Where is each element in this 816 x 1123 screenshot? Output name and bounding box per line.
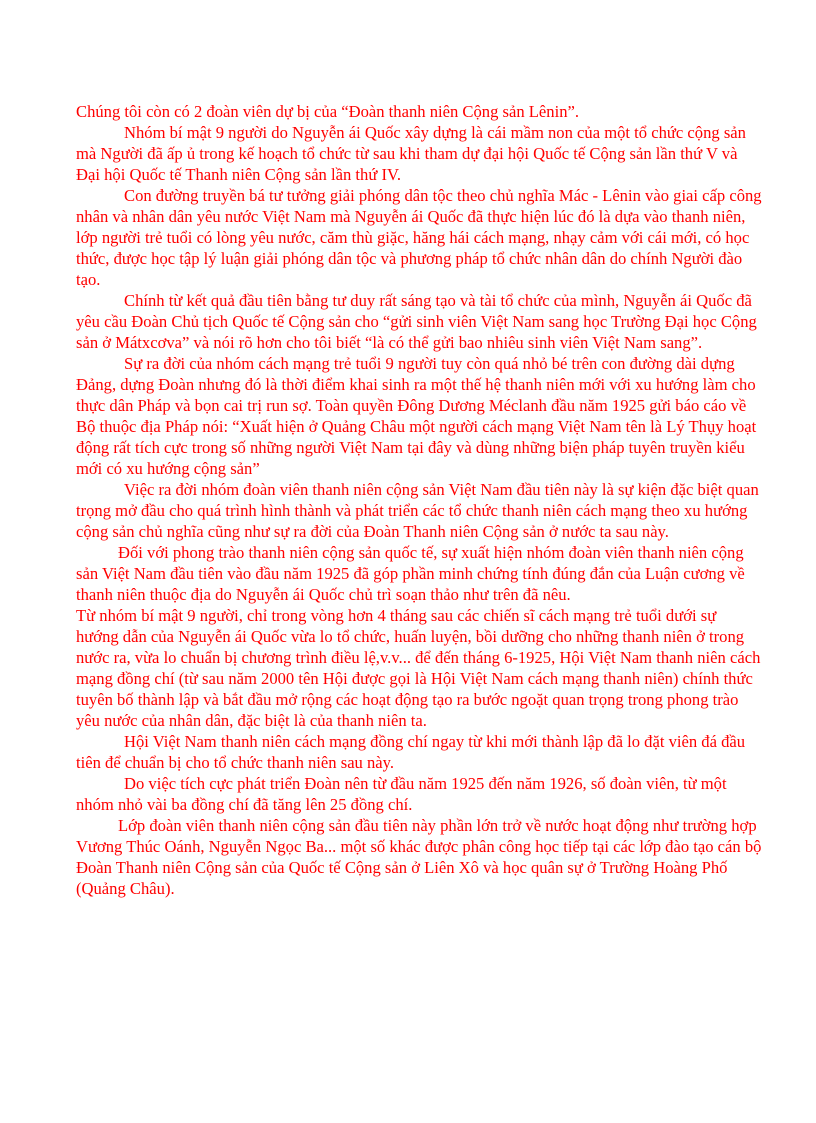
paragraph-10: Do việc tích cực phát triển Đoàn nên từ đầu năm 1925 đến năm 1926, số đoàn viên, từ một nhóm nhỏ vài ba đồng chí đã tăng lên 25 đồng chí. bbox=[76, 774, 727, 814]
paragraph-7: Đối với phong trào thanh niên cộng sản quốc tế, sự xuất hiện nhóm đoàn viên thanh niên cộng sản Việt Nam đầu tiên vào đầu năm 1925 đã góp phần minh chứng tính đúng đắn của Luận cương về thanh niên thuộc địa do Nguyễn ái Quốc chủ trì soạn thảo như trên đã nêu. bbox=[76, 543, 745, 604]
paragraph-1: Chúng tôi còn có 2 đoàn viên dự bị của “Đoàn thanh niên Cộng sản Lênin”. bbox=[76, 102, 580, 121]
paragraph-11: Lớp đoàn viên thanh niên cộng sản đầu tiên này phần lớn trở về nước hoạt động như trường hợp Vương Thúc Oánh, Nguyễn Ngọc Ba... một số khác được phân công học tiếp tại các lớp đào tạo cán bộ Đoàn Thanh niên Cộng sản của Quốc tế Cộng sản ở Liên Xô và học quân sự ở Trường Hoàng Phố (Quảng Châu). bbox=[76, 816, 762, 898]
paragraph-5: Sự ra đời của nhóm cách mạng trẻ tuổi 9 người tuy còn quá nhỏ bé trên con đường dài dựng Đảng, dựng Đoàn nhưng đó là thời điểm khai sinh ra một thế hệ thanh niên mới với xu hướng làm cho thực dân Pháp và bọn cai trị run sợ. Toàn quyền Đông Dương Méclanh đầu năm 1925 gửi báo cáo về Bộ thuộc địa Pháp nói: “Xuất hiện ở Quảng Châu một người cách mạng Việt Nam tên là Lý Thụy hoạt động rất tích cực trong số những người Việt Nam tại đây và dùng những biện pháp tuyên truyền kiểu mới có xu hướng cộng sản” bbox=[76, 354, 757, 478]
paragraph-9: Hội Việt Nam thanh niên cách mạng đồng chí ngay từ khi mới thành lập đã lo đặt viên đá đầu tiên để chuẩn bị cho tổ chức thanh niên sau này. bbox=[76, 732, 746, 772]
paragraph-3: Con đường truyền bá tư tưởng giải phóng dân tộc theo chủ nghĩa Mác - Lênin vào giai cấp công nhân và nhân dân yêu nước Việt Nam mà Nguyễn ái Quốc đã thực hiện lúc đó là dựa vào thanh niên, lớp người trẻ tuổi có lòng yêu nước, căm thù giặc, hăng hái cách mạng, nhạy cảm với cái mới, có học thức, được học tập lý luận giải phóng dân tộc và phương pháp tổ chức nhân dân do chính Người đào tạo. bbox=[76, 186, 762, 289]
paragraph-6: Việc ra đời nhóm đoàn viên thanh niên cộng sản Việt Nam đầu tiên này là sự kiện đặc biệt quan trọng mở đầu cho quá trình hình thành và phát triển các tổ chức thanh niên cách mạng theo xu hướng cộng sản chủ nghĩa cũng như sự ra đời của Đoàn Thanh niên Cộng sản ở nước ta sau này. bbox=[76, 480, 759, 541]
paragraph-4: Chính từ kết quả đầu tiên bằng tư duy rất sáng tạo và tài tổ chức của mình, Nguyễn ái Quốc đã yêu cầu Đoàn Chủ tịch Quốc tế Cộng sản cho “gửi sinh viên Việt Nam sang học Trường Đại học Cộng sản ở Mátxcơva” và nói rõ hơn cho tôi biết “là có thể gửi bao nhiêu sinh viên Việt Nam sang”. bbox=[76, 291, 757, 352]
document-body bbox=[76, 101, 762, 899]
paragraph-8: Từ nhóm bí mật 9 người, chỉ trong vòng hơn 4 tháng sau các chiến sĩ cách mạng trẻ tuổi dưới sự hướng dẫn của Nguyễn ái Quốc vừa lo tổ chức, huấn luyện, bồi dưỡng cho những thanh niên ở trong nước ra, vừa lo chuẩn bị chương trình điều lệ,v.v... để đến tháng 6-1925, Hội Việt Nam thanh niên cách mạng đồng chí (từ sau năm 2000 tên Hội được gọi là Hội Việt Nam cách mạng thanh niên) chính thức tuyên bố thành lập và bắt đầu mở rộng các hoạt động tạo ra bước ngoặt quan trọng trong phong trào yêu nước của nhân dân, đặc biệt là của thanh niên ta. bbox=[76, 606, 761, 730]
paragraph-2: Nhóm bí mật 9 người do Nguyễn ái Quốc xây dựng là cái mầm non của một tổ chức cộng sản mà Người đã ấp ủ trong kế hoạch tổ chức từ sau khi tham dự đại hội Quốc tế Cộng sản lần thứ V và Đại hội Quốc tế Thanh niên Cộng sản lần thứ IV. bbox=[76, 123, 746, 184]
